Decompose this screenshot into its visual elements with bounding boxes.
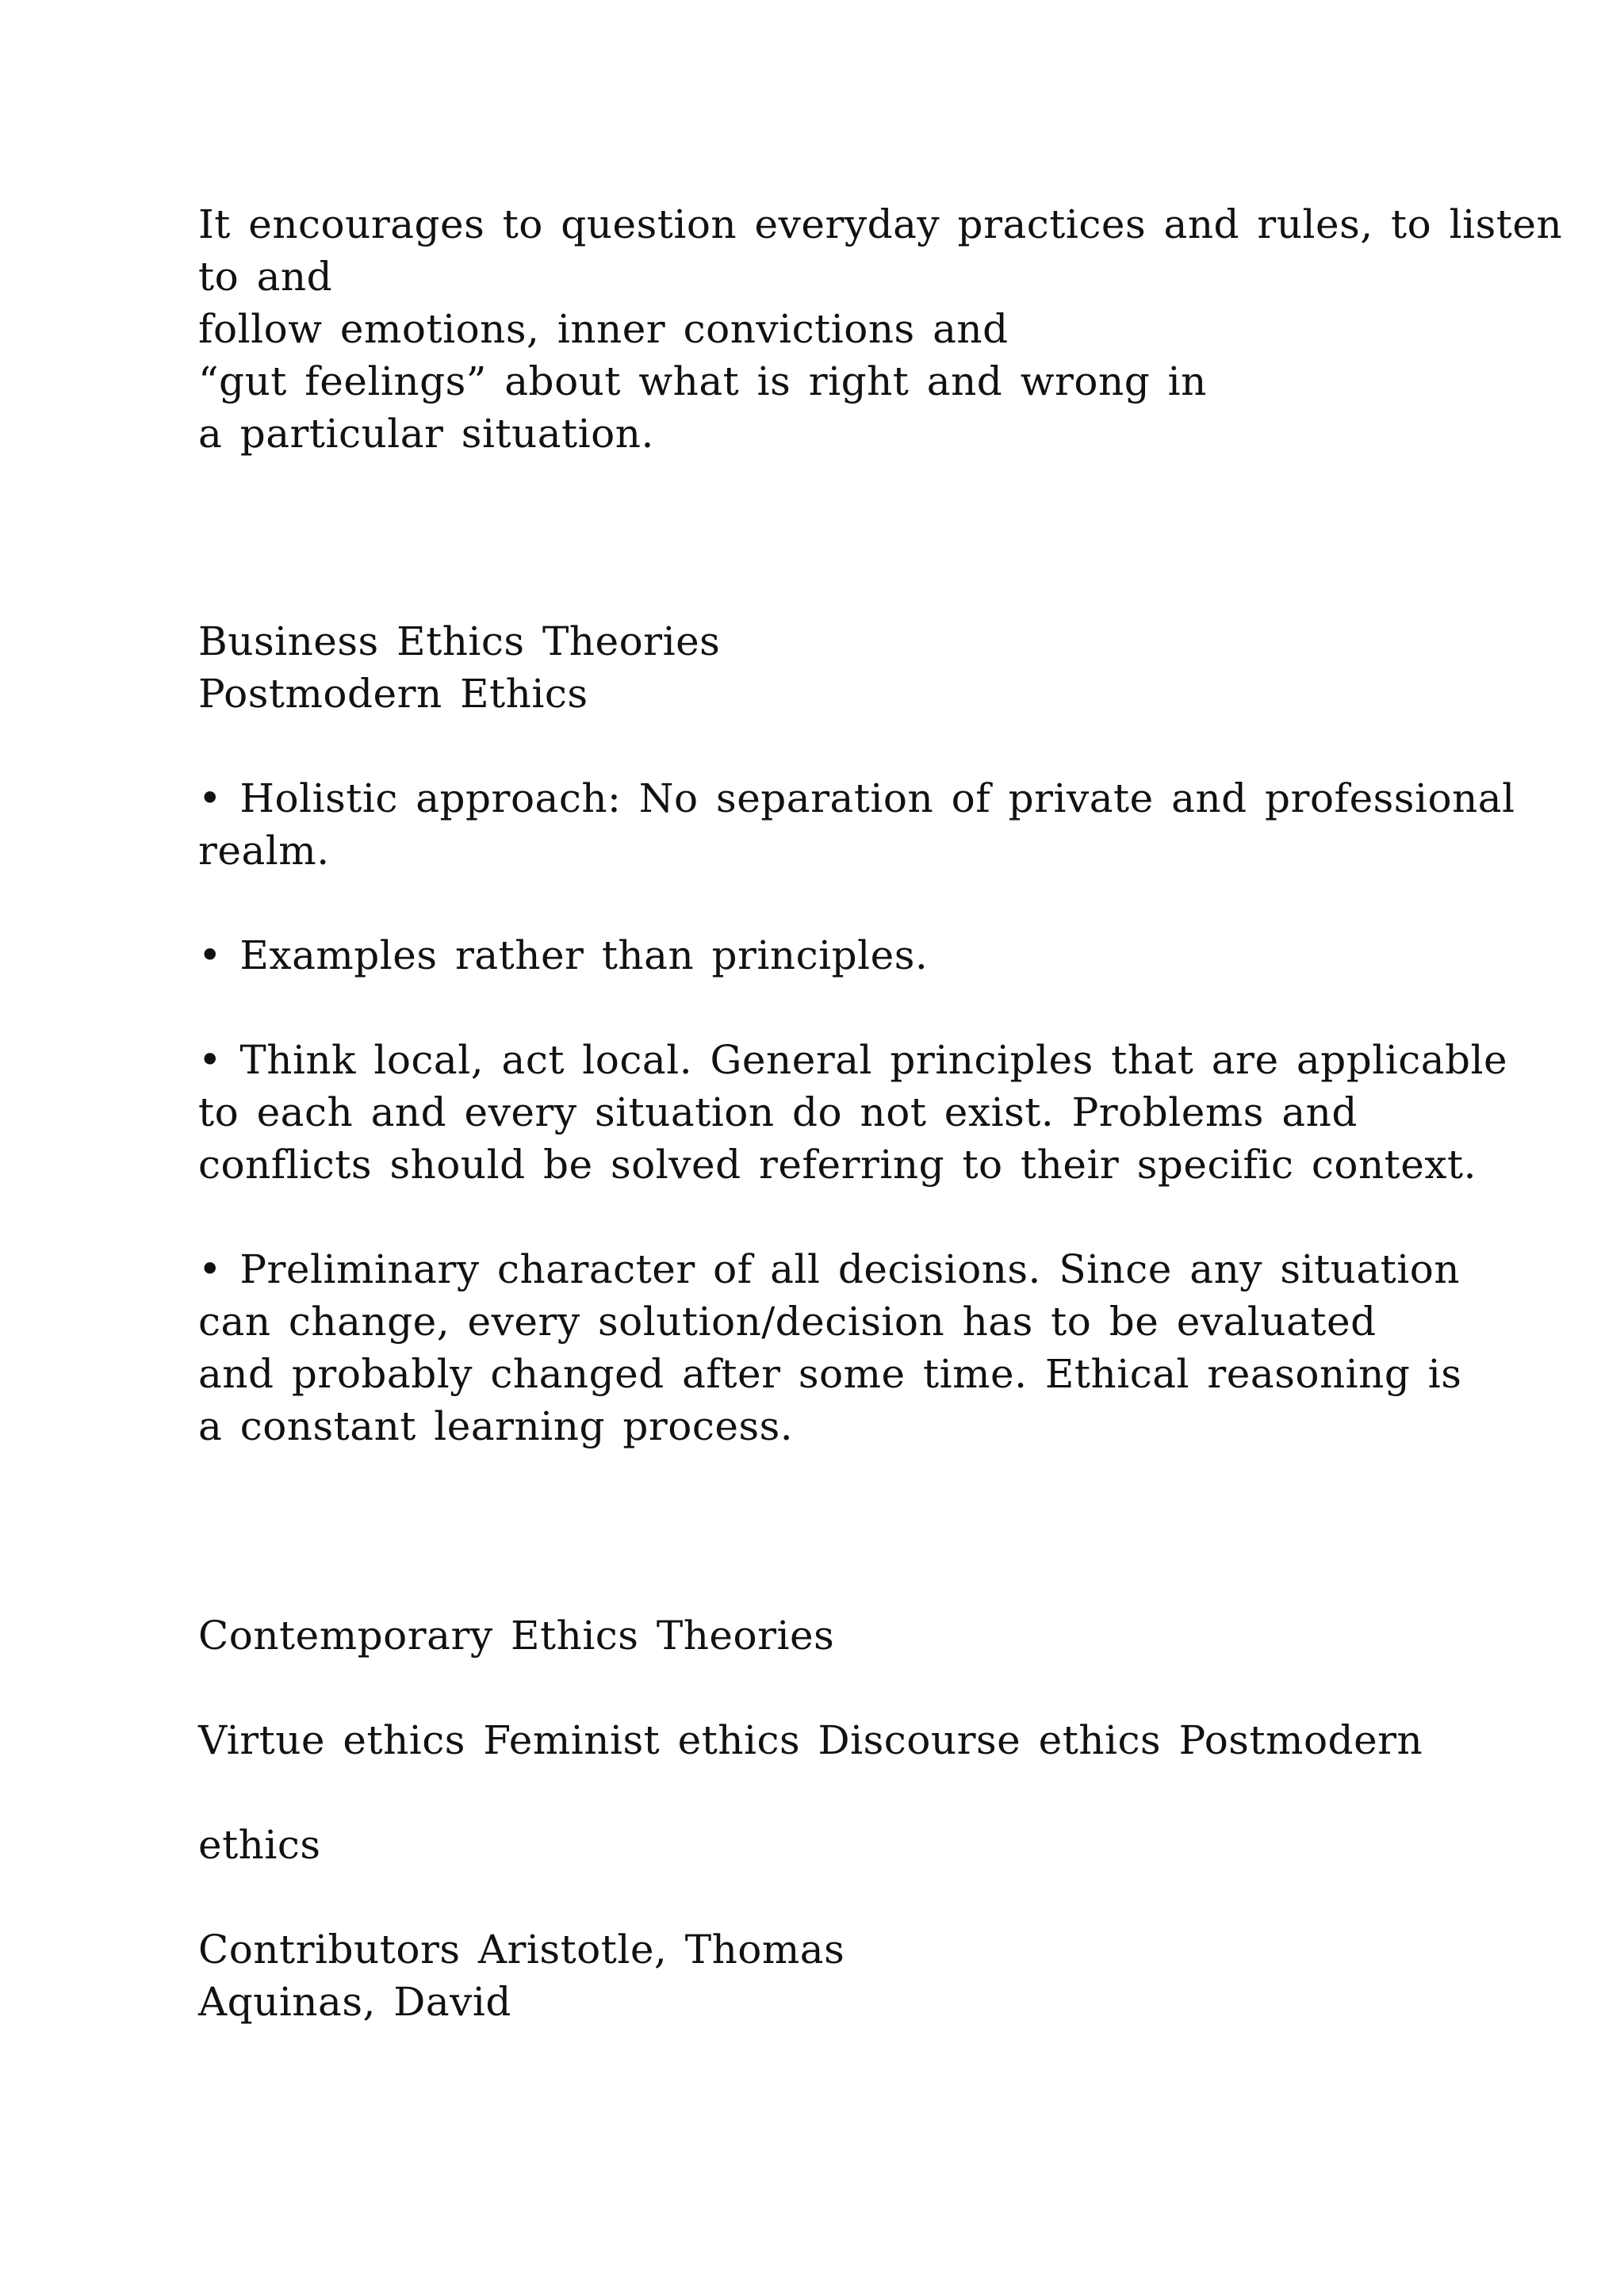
intro-line: follow emotions, inner convictions and [198, 306, 1009, 352]
bullet-line: conflicts should be solved referring to their specific context. [198, 1142, 1477, 1188]
bullet-line: realm. [198, 828, 330, 874]
theories-line-cont: ethics [198, 1822, 321, 1868]
section-title: Contemporary Ethics Theories [198, 1613, 835, 1659]
intro-line: to and [198, 254, 333, 300]
bullet-line: a constant learning process. [198, 1403, 794, 1449]
contributors-line: Contributors Aristotle, Thomas [198, 1927, 845, 1973]
intro-line: It encourages to question everyday practices and rules, to listen [198, 201, 1563, 247]
bullet-line: can change, every solution/decision has to be evaluated [198, 1299, 1377, 1345]
contributors-line: Aquinas, David [198, 1979, 511, 2025]
section-subtitle: Postmodern Ethics [198, 671, 588, 717]
section-title: Business Ethics Theories [198, 618, 721, 664]
intro-line: “gut feelings” about what is right and wrong in [198, 358, 1207, 404]
bullet-line: and probably changed after some time. Ethical reasoning is [198, 1351, 1462, 1397]
theories-line: Virtue ethics Feminist ethics Discourse ethics Postmodern [198, 1717, 1423, 1763]
bullet-line: • Think local, act local. General principles that are applicable [198, 1037, 1508, 1083]
bullet-line: • Holistic approach: No separation of private and professional [198, 775, 1515, 821]
bullet-line: • Preliminary character of all decisions. Since any situation [198, 1246, 1461, 1292]
bullet-line: to each and every situation do not exist. Problems and [198, 1089, 1358, 1135]
bullet-line: • Examples rather than principles. [198, 932, 929, 978]
intro-line: a particular situation. [198, 411, 654, 457]
